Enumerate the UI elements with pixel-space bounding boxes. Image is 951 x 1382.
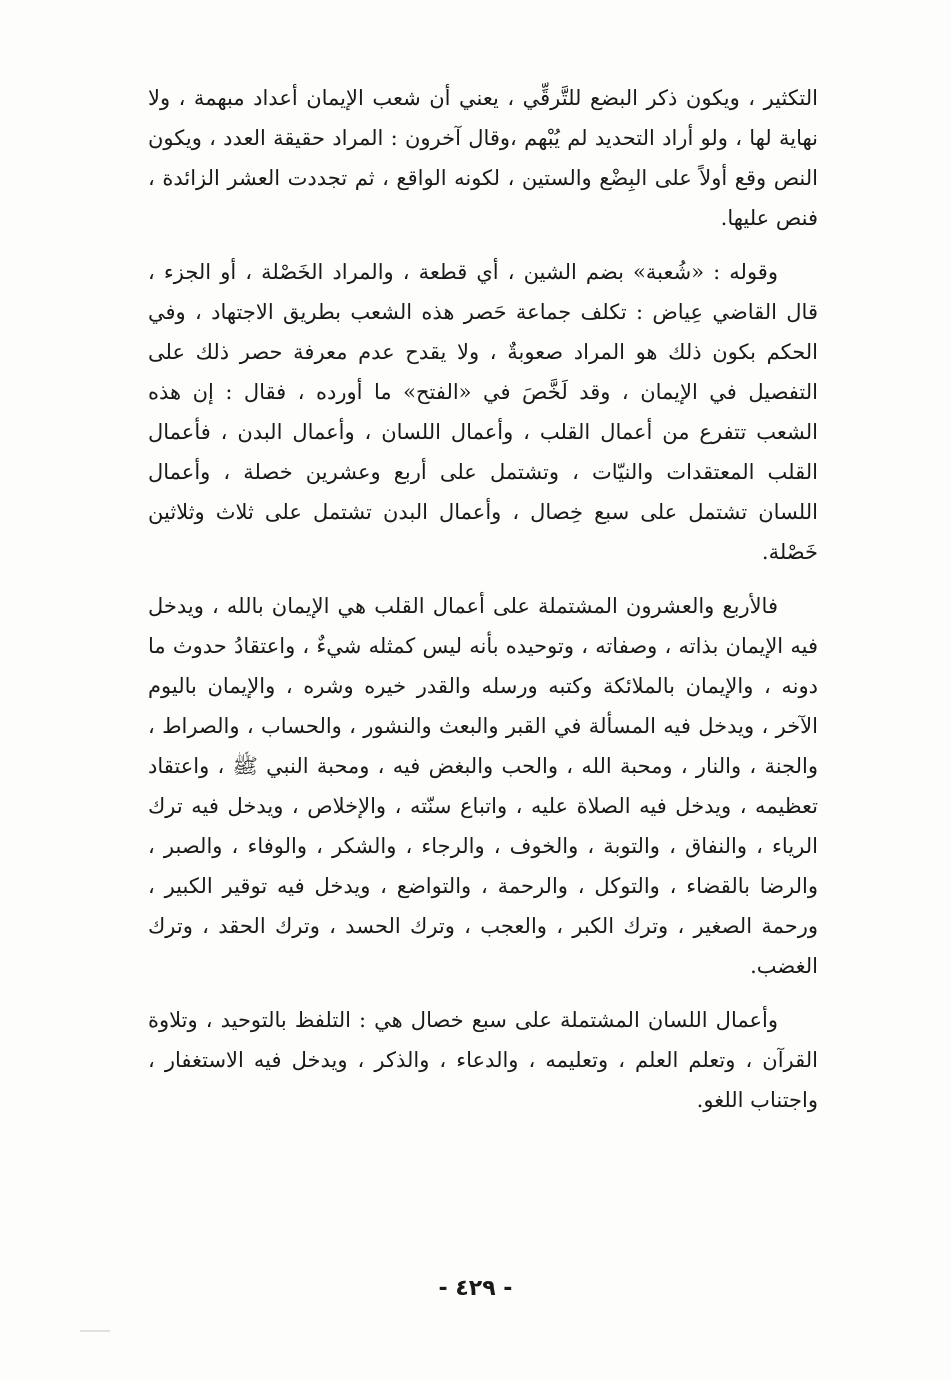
scan-mark (80, 1330, 110, 1332)
paragraph-1: التكثير ، ويكون ذكر البضع للتَّرقِّي ، يعني أن شعب الإيمان أعداد مبهمة ، ولا نهاية لها ، ولو أراد التحديد لم يُبْهم ،وقال آخرون : المراد حقيقة العدد ، ويكون النص وقع أولاً على البِضْع والستين ، لكونه الواقع ، ثم تجددت العشر الزائدة ، فنص عليها. (148, 86, 818, 230)
paragraph-4: وأعمال اللسان المشتملة على سبع خصال هي : التلفظ بالتوحيد ، وتلاوة القرآن ، وتعلم العلم ، وتعليمه ، والدعاء ، والذكر ، ويدخل فيه الاستغفار ، واجتناب اللغو. (148, 1008, 818, 1112)
paragraph-3: فالأربع والعشرون المشتملة على أعمال القلب هي الإيمان بالله ، ويدخل فيه الإيمان بذاته ، وصفاته ، وتوحيده بأنه ليس كمثله شيءٌ ، واعتقادُ حدوث ما دونه ، والإيمان بالملائكة وكتبه ورسله والقدر خيره وشره ، والإيمان باليوم الآخر ، ويدخل فيه المسألة في القبر والبعث والنشور ، والحساب ، والصراط ، والجنة ، والنار ، ومحبة الله ، والحب والبغض فيه ، ومحبة النبي ﷺ ، واعتقاد تعظيمه ، ويدخل فيه الصلاة عليه ، واتباع سنّته ، والإخلاص ، ويدخل فيه ترك الرياء ، والنفاق ، والتوبة ، والخوف ، والرجاء ، والشكر ، والوفاء ، والصبر ، والرضا بالقضاء ، والتوكل ، والرحمة ، والتواضع ، ويدخل فيه توقير الكبير ، ورحمة الصغير ، وترك الكبر ، والعجب ، وترك الحسد ، وترك الحقد ، وترك الغضب. (148, 594, 818, 978)
body-text (148, 78, 818, 1120)
page-number: - ٤٢٩ - (438, 1276, 513, 1301)
paragraph-2: وقوله : «شُعبة» بضم الشين ، أي قطعة ، والمراد الخَصْلة ، أو الجزء ، قال القاضي عِياض : تكلف جماعة حَصر هذه الشعب بطريق الاجتهاد ، وفي الحكم بكون ذلك هو المراد صعوبةٌ ، ولا يقدح عدم معرفة حصر ذلك على التفصيل في الإيمان ، وقد لَخَّصَ في «الفتح» ما أورده ، فقال : إن هذه الشعب تتفرع من أعمال القلب ، وأعمال اللسان ، وأعمال البدن ، فأعمال القلب المعتقدات والنيّات ، وتشتمل على أربع وعشرين خصلة ، وأعمال اللسان تشتمل على سبع خِصال ، وأعمال البدن تشتمل على ثلاث وثلاثين خَصْلة. (148, 260, 818, 564)
